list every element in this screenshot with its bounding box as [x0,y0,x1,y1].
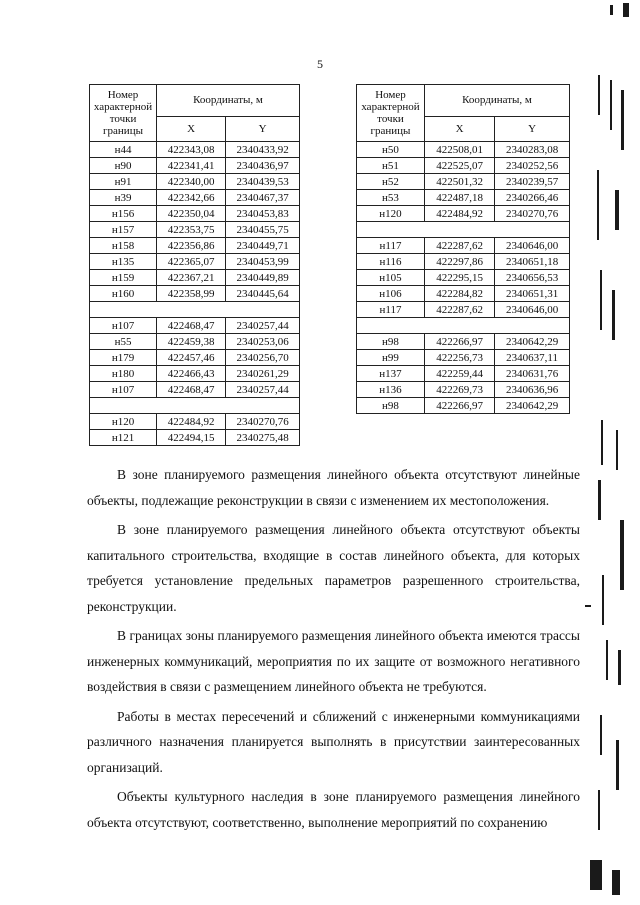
x-cell: 422350,04 [157,206,226,222]
point-cell: н120 [90,414,157,430]
y-cell: 2340449,71 [226,238,300,254]
header-y: Y [495,116,570,141]
x-cell: 422468,47 [157,318,226,334]
paragraph-4: Работы в местах пересечений и сближений с инженерными коммуникациями различного назначения планируется выполнять в присутствии заинтересованных организаций. [87,708,580,775]
table-row [357,158,570,174]
point-cell: н51 [357,158,425,174]
table-row [357,318,570,334]
table-row [90,382,300,398]
table-row [357,350,570,366]
point-cell: н107 [90,382,157,398]
y-cell: 2340445,64 [226,286,300,302]
body-text [87,462,580,835]
coordinates-table-right [356,84,570,414]
x-cell: 422342,66 [157,190,226,206]
point-cell: н53 [357,190,425,206]
y-cell: 2340656,53 [495,270,570,286]
point-cell: н107 [90,318,157,334]
page-number: 5 [317,57,323,71]
x-cell: 422341,41 [157,158,226,174]
y-cell: 2340261,29 [226,366,300,382]
point-cell: н99 [357,350,425,366]
y-cell: 2340253,06 [226,334,300,350]
point-cell: н55 [90,334,157,350]
y-cell: 2340646,00 [495,238,570,254]
x-cell: 422266,97 [424,334,494,350]
y-cell: 2340270,76 [495,206,570,222]
x-cell: 422459,38 [157,334,226,350]
y-cell: 2340642,29 [495,398,570,414]
point-cell: н116 [357,254,425,270]
coordinates-table-left [89,84,300,446]
paragraph-1: В зоне планируемого размещения линейного объекта отсутствуют линейные объекты, подлежащие реконструкции в связи с изменением их местоположения. [87,467,580,508]
table-body-left [90,142,300,446]
y-cell: 2340239,57 [495,174,570,190]
x-cell: 422484,92 [157,414,226,430]
table-row [357,206,570,222]
y-cell: 2340439,53 [226,174,300,190]
paragraph-2: В зоне планируемого размещения линейного объекта отсутствуют объекты капитального строительства, входящие в состав линейного объекта, для которых требуется установление предельных параметров разрешенного строительства, реконструкции. [87,522,580,614]
y-cell: 2340433,92 [226,142,300,158]
x-cell: 422295,15 [424,270,494,286]
table-row [357,142,570,158]
point-cell: н98 [357,398,425,414]
point-cell: н50 [357,142,425,158]
point-cell: н121 [90,430,157,446]
table-row [357,286,570,302]
separator-cell [357,222,570,238]
table-row [90,174,300,190]
x-cell: 422343,08 [157,142,226,158]
separator-cell [90,302,300,318]
table-row [357,382,570,398]
table-row [357,302,570,318]
y-cell: 2340453,83 [226,206,300,222]
point-cell: н39 [90,190,157,206]
point-cell: н91 [90,174,157,190]
point-cell: н156 [90,206,157,222]
x-cell: 422457,46 [157,350,226,366]
y-cell: 2340636,96 [495,382,570,398]
point-cell: н120 [357,206,425,222]
header-coords: Координаты, м [424,85,569,117]
header-y: Y [226,116,300,141]
table-row [90,302,300,318]
point-cell: н52 [357,174,425,190]
separator-cell [90,398,300,414]
table-row [90,206,300,222]
y-cell: 2340449,89 [226,270,300,286]
y-cell: 2340270,76 [226,414,300,430]
table-row [90,398,300,414]
point-cell: н135 [90,254,157,270]
x-cell: 422297,86 [424,254,494,270]
x-cell: 422284,82 [424,286,494,302]
y-cell: 2340257,44 [226,318,300,334]
table-row [357,222,570,238]
table-row [357,398,570,414]
header-x: X [424,116,494,141]
y-cell: 2340453,99 [226,254,300,270]
y-cell: 2340631,76 [495,366,570,382]
x-cell: 422287,62 [424,302,494,318]
y-cell: 2340252,56 [495,158,570,174]
paragraph-3: В границах зоны планируемого размещения линейного объекта имеются трассы инженерных коммуникаций, мероприятия по их защите от возможного негативного воздействия в связи с размещением линейного объекта не требуются. [87,628,580,694]
point-cell: н137 [357,366,425,382]
table-row [90,190,300,206]
x-cell: 422358,99 [157,286,226,302]
x-cell: 422501,32 [424,174,494,190]
table-row [357,238,570,254]
table-row [90,254,300,270]
point-cell: н117 [357,238,425,254]
x-cell: 422287,62 [424,238,494,254]
y-cell: 2340637,11 [495,350,570,366]
y-cell: 2340646,00 [495,302,570,318]
x-cell: 422340,00 [157,174,226,190]
table-row [90,366,300,382]
y-cell: 2340256,70 [226,350,300,366]
table-row [357,190,570,206]
table-row [357,334,570,350]
table-row [90,158,300,174]
x-cell: 422365,07 [157,254,226,270]
table-row [357,270,570,286]
x-cell: 422468,47 [157,382,226,398]
table-row [90,430,300,446]
table-row [90,334,300,350]
point-cell: н159 [90,270,157,286]
header-point: Номер характерной точки границы [90,85,157,142]
table-body-right [357,142,570,414]
table-row [357,174,570,190]
x-cell: 422356,86 [157,238,226,254]
y-cell: 2340283,08 [495,142,570,158]
x-cell: 422256,73 [424,350,494,366]
point-cell: н136 [357,382,425,398]
table-row [90,270,300,286]
table-row [90,238,300,254]
y-cell: 2340436,97 [226,158,300,174]
x-cell: 422494,15 [157,430,226,446]
y-cell: 2340651,18 [495,254,570,270]
table-row [357,366,570,382]
table-row [357,254,570,270]
y-cell: 2340266,46 [495,190,570,206]
header-point: Номер характерной точки границы [357,85,425,142]
separator-cell [357,318,570,334]
x-cell: 422525,07 [424,158,494,174]
point-cell: н160 [90,286,157,302]
header-x: X [157,116,226,141]
table-row [90,142,300,158]
table-row [90,222,300,238]
point-cell: н106 [357,286,425,302]
y-cell: 2340257,44 [226,382,300,398]
x-cell: 422484,92 [424,206,494,222]
paragraph-5: Объекты культурного наследия в зоне планируемого размещения линейного объекта отсутствуют, соответственно, выполнение мероприятий по сохранению [87,789,580,830]
x-cell: 422269,73 [424,382,494,398]
x-cell: 422508,01 [424,142,494,158]
table-row [90,350,300,366]
y-cell: 2340467,37 [226,190,300,206]
header-coords: Координаты, м [157,85,300,117]
point-cell: н180 [90,366,157,382]
point-cell: н90 [90,158,157,174]
x-cell: 422367,21 [157,270,226,286]
table-row [90,286,300,302]
x-cell: 422466,43 [157,366,226,382]
point-cell: н117 [357,302,425,318]
y-cell: 2340275,48 [226,430,300,446]
point-cell: н105 [357,270,425,286]
table-row [90,414,300,430]
x-cell: 422266,97 [424,398,494,414]
x-cell: 422487,18 [424,190,494,206]
point-cell: н158 [90,238,157,254]
y-cell: 2340651,31 [495,286,570,302]
x-cell: 422259,44 [424,366,494,382]
y-cell: 2340455,75 [226,222,300,238]
point-cell: н98 [357,334,425,350]
table-row [90,318,300,334]
point-cell: н179 [90,350,157,366]
point-cell: н157 [90,222,157,238]
x-cell: 422353,75 [157,222,226,238]
point-cell: н44 [90,142,157,158]
y-cell: 2340642,29 [495,334,570,350]
